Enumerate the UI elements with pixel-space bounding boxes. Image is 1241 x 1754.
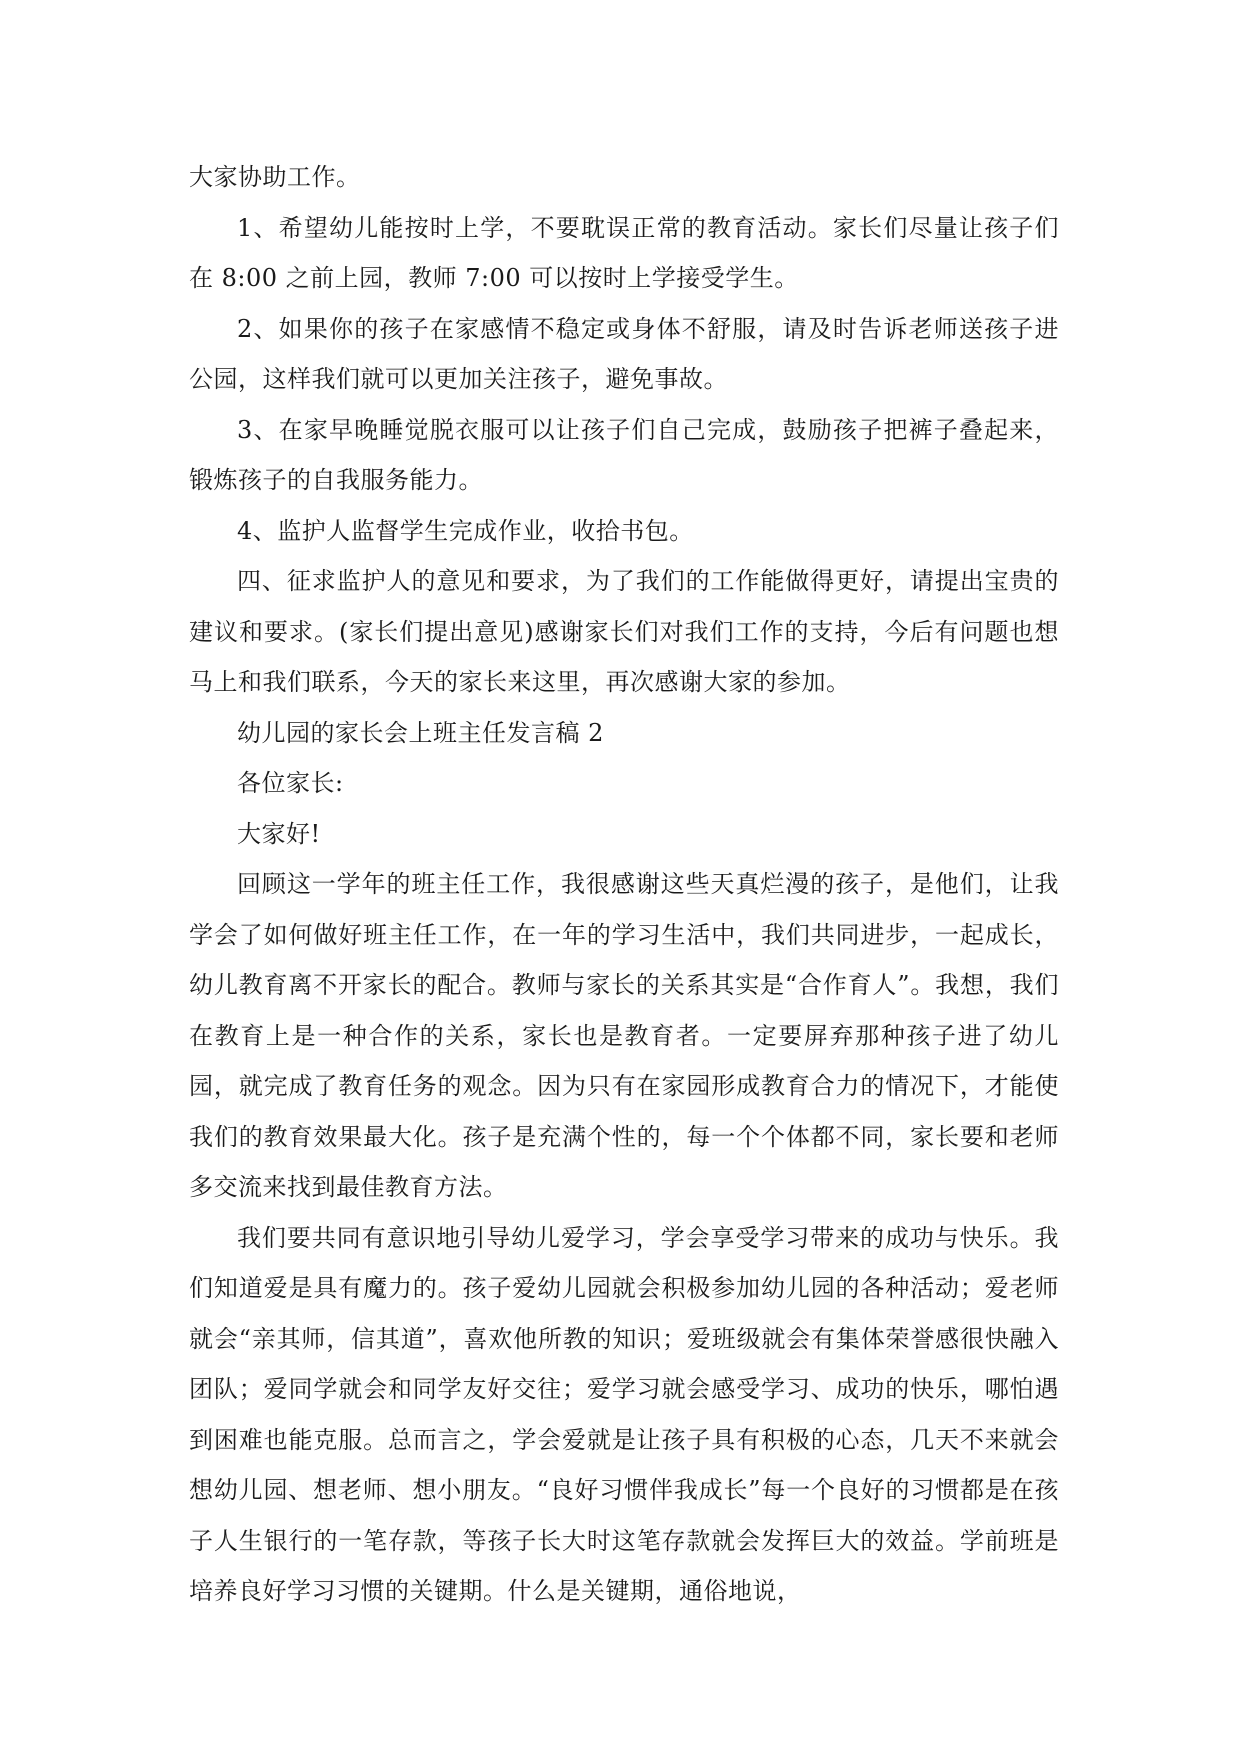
paragraph-item-4: 4、监护人监督学生完成作业，收拾书包。 xyxy=(237,516,694,545)
salutation: 各位家长: xyxy=(237,769,344,797)
paragraph-learning: 我们要共同有意识地引导幼儿爱学习，学会享受学习带来的成功与快乐。我们知道爱是具有魔力的。孩子爱幼儿园就会积极参加幼儿园的各种活动；爱老师就会“亲其师，信其道”，喜欢他所教的知识；爱班级就会有集体荣誉感很快融入团队；爱同学就会和同学友好交往；爱学习就会感受学习、成功的快乐，哪怕遇到困难也能克服。总而言之，学会爱就是让孩子具有积极的心态，几天不来就会想幼儿园、想老师、想小朋友。“良好习惯伴我成长”每一个良好的习惯都是在孩子人生银行的一笔存款，等孩子长大时这笔存款就会发挥巨大的效益。学前班是培养良好学习习惯的关键期。什么是关键期，通俗地说， xyxy=(189,1223,1059,1605)
speech-title-2: 幼儿园的家长会上班主任发言稿 2 xyxy=(237,718,604,747)
paragraph-item-2: 2、如果你的孩子在家感情不稳定或身体不舒服，请及时告诉老师送孩子进公园，这样我们就可以更加关注孩子，避免事故。 xyxy=(189,314,1059,393)
document-body xyxy=(189,152,1059,1617)
paragraph-review: 回顾这一学年的班主任工作，我很感谢这些天真烂漫的孩子，是他们，让我学会了如何做好班主任工作，在一年的学习生活中，我们共同进步，一起成长，幼儿教育离不开家长的配合。教师与家长的关系其实是“合作育人”。我想，我们在教育上是一种合作的关系，家长也是教育者。一定要屏弃那种孩子进了幼儿园，就完成了教育任务的观念。因为只有在家园形成教育合力的情况下，才能使我们的教育效果最大化。孩子是充满个性的，每一个个体都不同，家长要和老师多交流来找到最佳教育方法。 xyxy=(189,870,1059,1201)
greeting: 大家好! xyxy=(237,819,321,848)
paragraph-section-four: 四、征求监护人的意见和要求，为了我们的工作能做得更好，请提出宝贵的建议和要求。(家长们提出意见)感谢家长们对我们工作的支持，今后有问题也想马上和我们联系，今天的家长来这里，再次感谢大家的参加。 xyxy=(189,567,1059,696)
paragraph-closing-line: 大家协助工作。 xyxy=(189,163,361,191)
paragraph-item-3: 3、在家早晚睡觉脱衣服可以让孩子们自己完成，鼓励孩子把裤子叠起来，锻炼孩子的自我服务能力。 xyxy=(189,415,1059,494)
paragraph-item-1: 1、希望幼儿能按时上学，不要耽误正常的教育活动。家长们尽量让孩子们在 8:00 之前上园，教师 7:00 可以按时上学接受学生。 xyxy=(189,213,1059,292)
